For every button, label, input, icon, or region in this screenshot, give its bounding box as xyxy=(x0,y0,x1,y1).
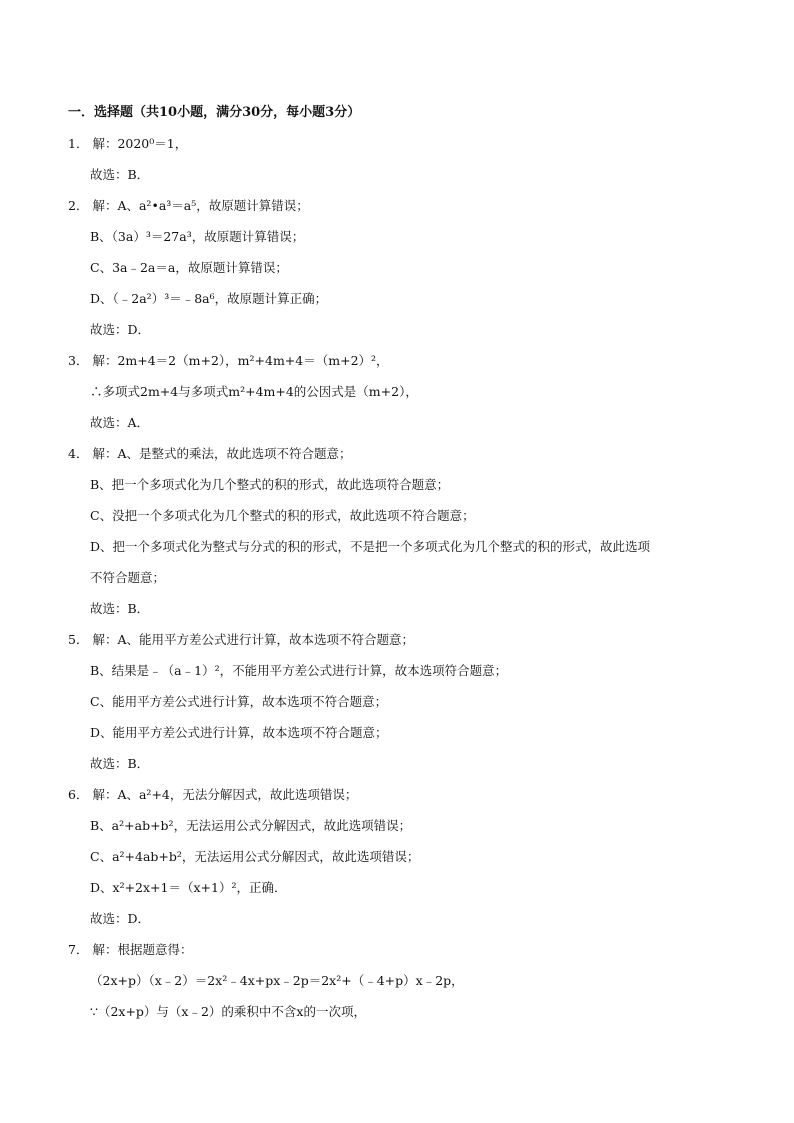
question-4 xyxy=(68,445,351,463)
answer-text: 解：A、a²+4，无法分解因式，故此选项错误； xyxy=(92,787,358,802)
answer-text: 解：2020⁰＝1， xyxy=(92,136,188,151)
answer-line: D、能用平方差公式进行计算，故本选项不符合题意； xyxy=(90,725,388,740)
answer-line: 故选：A． xyxy=(90,415,150,430)
answer-line: 故选：B． xyxy=(90,601,150,616)
answer-line: D、把一个多项式化为整式与分式的积的形式，不是把一个多项式化为几个整式的积的形式，故此选项 xyxy=(90,539,651,554)
answer-line: B、a²+ab+b²，无法运用公式分解因式，故此选项错误； xyxy=(90,818,412,833)
question-1 xyxy=(68,135,187,153)
answer-text: 解：2m+4＝2（m+2），m²+4m+4＝（m+2）²， xyxy=(92,353,389,368)
answer-text: 解：A、a²•a³＝a⁵，故原题计算错误； xyxy=(92,198,309,213)
question-number: 5． xyxy=(68,632,89,647)
answer-line: 故选：D． xyxy=(90,911,151,926)
answer-line: B、结果是﹣（a﹣1）²，不能用平方差公式进行计算，故本选项符合题意； xyxy=(90,663,508,678)
answer-line: B、（3a）³＝27a³，故原题计算错误； xyxy=(90,229,305,244)
question-5 xyxy=(68,631,414,649)
answer-line: 故选：B． xyxy=(90,167,150,182)
question-7 xyxy=(68,941,192,959)
answer-line: C、a²+4ab+b²，无法运用公式分解因式，故此选项错误； xyxy=(90,849,420,864)
answer-line: C、能用平方差公式进行计算，故本选项不符合题意； xyxy=(90,694,388,709)
question-number: 6． xyxy=(68,787,89,802)
answer-text: 解：A、是整式的乘法，故此选项不符合题意； xyxy=(92,446,352,461)
question-number: 3． xyxy=(68,353,89,368)
answer-line: 故选：B． xyxy=(90,756,150,771)
answer-line: C、没把一个多项式化为几个整式的积的形式，故此选项不符合题意； xyxy=(90,508,475,523)
section-title: 一．选择题（共10小题，满分30分，每小题3分） xyxy=(68,105,361,120)
answer-line: ∵（2x+p）与（x﹣2）的乘积中不含x的一次项， xyxy=(90,1004,366,1019)
answer-line: ∴多项式2m+4与多项式m²+4m+4的公因式是（m+2）， xyxy=(90,384,418,399)
answer-line: B、把一个多项式化为几个整式的积的形式，故此选项符合题意； xyxy=(90,477,450,492)
question-6 xyxy=(68,786,357,804)
answer-line: D、x²+2x+1＝（x+1）²，正确． xyxy=(90,880,287,895)
answer-line: （2x+p）（x﹣2）＝2x²﹣4x+px﹣2p＝2x²+（﹣4+p）x﹣2p， xyxy=(90,973,464,988)
answer-line: D、（﹣2a²）³＝﹣8a⁶，故原题计算正确； xyxy=(90,291,328,306)
question-2 xyxy=(68,197,309,215)
question-number: 2． xyxy=(68,198,89,213)
answer-text: 解：A、能用平方差公式进行计算，故本选项不符合题意； xyxy=(92,632,414,647)
question-number: 7． xyxy=(68,942,89,957)
answer-text: 解：根据题意得： xyxy=(92,942,193,957)
question-3 xyxy=(68,352,389,370)
answer-line: C、3a﹣2a＝a，故原题计算错误； xyxy=(90,260,288,275)
question-number: 4． xyxy=(68,446,89,461)
answer-line: 不符合题意； xyxy=(90,570,166,585)
question-number: 1． xyxy=(68,136,89,151)
answer-line: 故选：D． xyxy=(90,322,151,337)
